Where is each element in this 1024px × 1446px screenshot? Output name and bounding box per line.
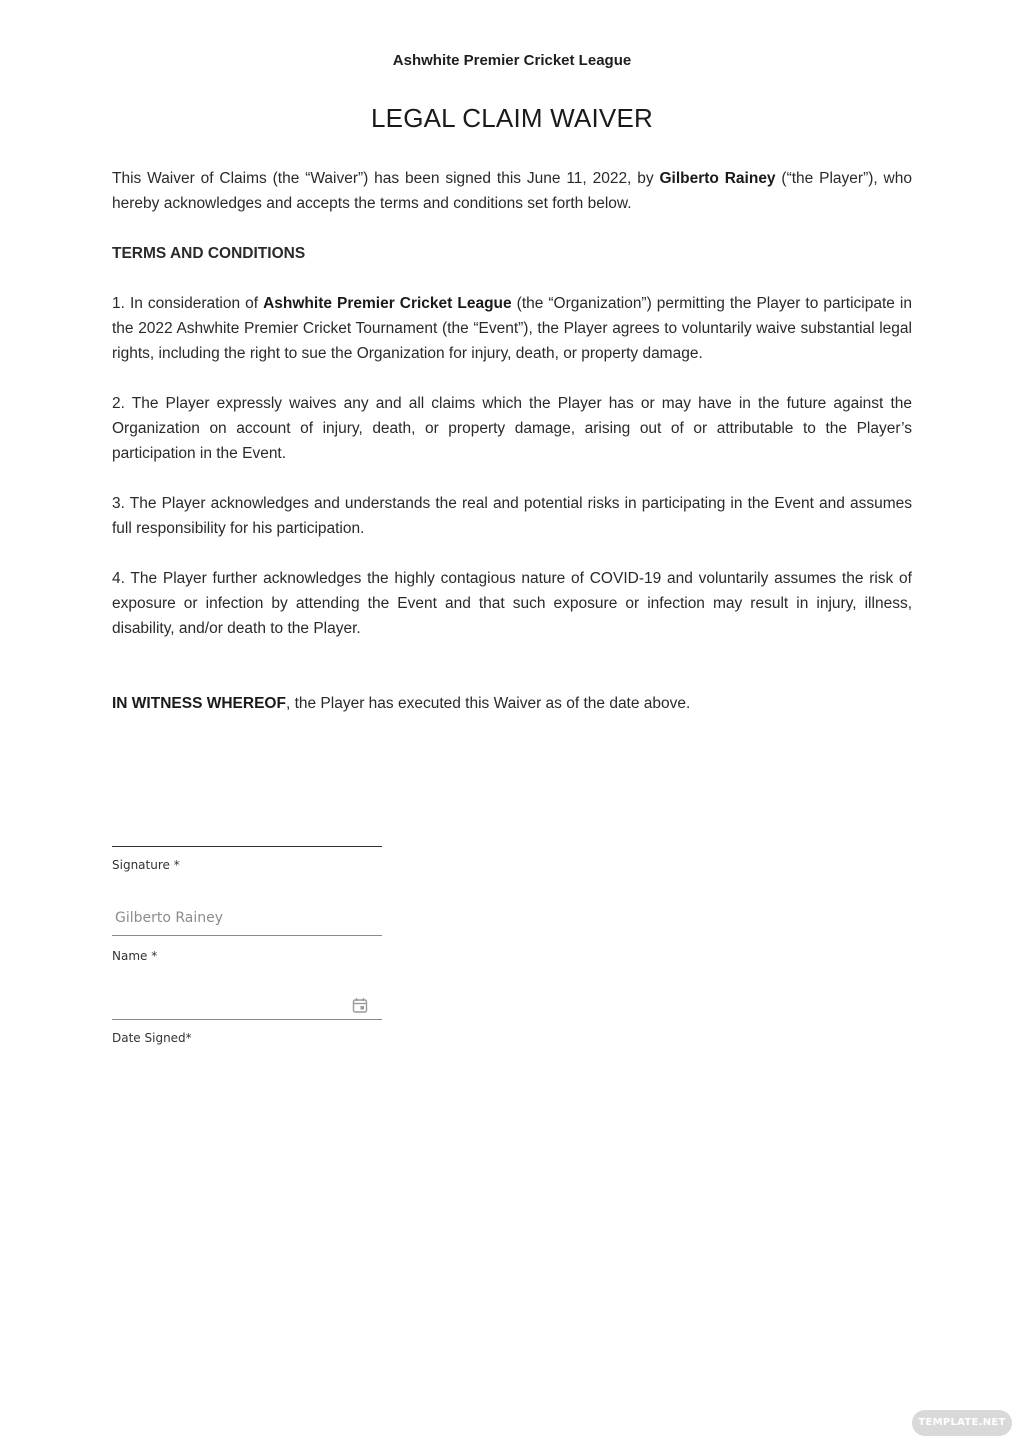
witness-clause (112, 691, 912, 716)
calendar-icon[interactable] (352, 997, 368, 1013)
intro-text-end: (“the Player”), who hereby acknowledges and accepts the terms and conditions set forth below. (112, 170, 912, 212)
term-3-text: 3. The Player acknowledges and understands the real and potential risks in participating in the Event and assumes full responsibility for his participation. (112, 495, 912, 537)
date-field (112, 984, 382, 1054)
term-4-text: 4. The Player further acknowledges the highly contagious nature of COVID-19 and voluntarily assumes the risk of exposure or infection by attending the Event and that such exposure or infection may result in injury, illness, disability, and/or death to the Player. (112, 570, 912, 637)
date-label: Date Signed* (112, 1031, 192, 1045)
term-1-end: (the “Organization”) permitting the Player to participate in the 2022 Ashwhite Premier Cricket Tournament (the “Event”), the Player agrees to voluntarily waive substantial legal rights, including the right to sue the Organization for injury, death, or property damage. (112, 295, 912, 362)
player-name: Gilberto Rainey (659, 170, 776, 187)
term-1-organization: Ashwhite Premier Cricket League (263, 295, 512, 312)
name-label: Name * (112, 949, 158, 963)
term-1-start: 1. In consideration of (112, 295, 264, 312)
organization-header: Ashwhite Premier Cricket League (392, 52, 632, 69)
intro-text-start: This Waiver of Claims (the “Waiver”) has been signed this June 11, 2022, by (112, 170, 660, 187)
term-item-4 (112, 566, 912, 641)
date-input[interactable] (112, 984, 382, 1020)
document-title: LEGAL CLAIM WAIVER (371, 103, 653, 133)
term-2-text: 2. The Player expressly waives any and all claims which the Player has or may have in the future against the Organization on account of injury, death, or property damage, arising out of or attributable to the Player’s participation in the Event. (112, 395, 912, 462)
witness-text: , the Player has executed this Waiver as of the date above. (285, 695, 691, 712)
signature-label: Signature * (112, 858, 180, 872)
term-item-1 (112, 291, 912, 366)
term-item-2 (112, 391, 912, 466)
signature-line[interactable] (112, 846, 382, 847)
template-watermark: TEMPLATE.NET (912, 1410, 1012, 1436)
signature-field[interactable] (112, 846, 382, 886)
name-field (112, 900, 382, 970)
witness-bold: IN WITNESS WHEREOF (112, 695, 286, 712)
term-item-3 (112, 491, 912, 541)
terms-heading: TERMS AND CONDITIONS (112, 245, 306, 262)
name-input[interactable] (112, 900, 382, 936)
intro-paragraph (112, 166, 912, 216)
